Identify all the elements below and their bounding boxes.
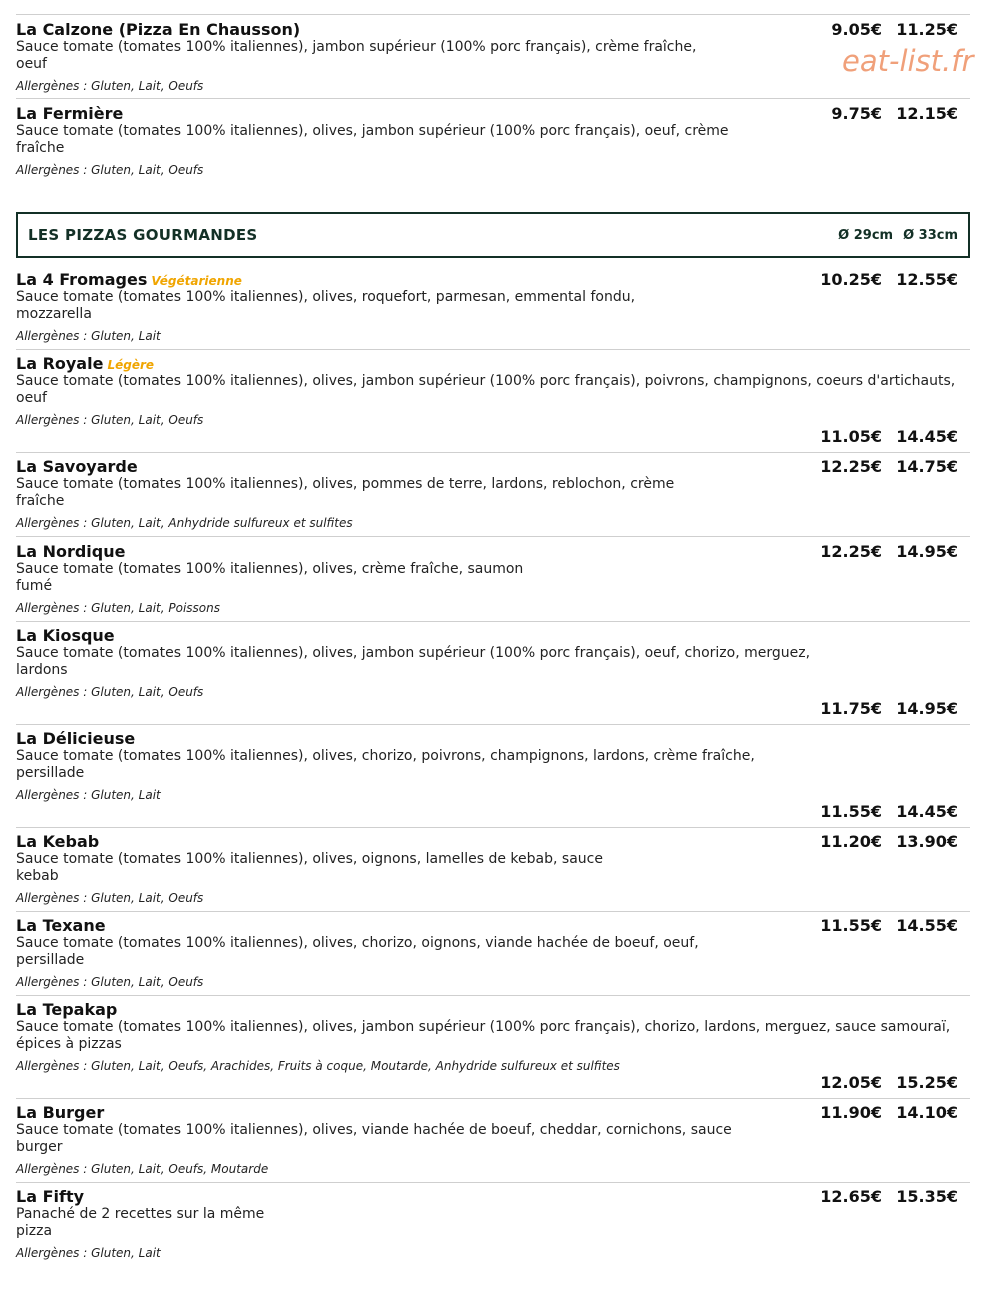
item-prices <box>820 457 958 477</box>
watermark: eat-list.fr <box>842 44 974 78</box>
item-description: Sauce tomate (tomates 100% italiennes), olives, chorizo, poivrons, champignons, lardons, crème fraîche, persillade <box>16 748 755 781</box>
price-33cm: 12.15€ <box>896 104 958 123</box>
item-description: Sauce tomate (tomates 100% italiennes), olives, oignons, lamelles de kebab, sauce kebab <box>16 851 603 884</box>
price-33cm: 14.45€ <box>896 427 958 446</box>
price-33cm: 14.10€ <box>896 1103 958 1122</box>
item-allergens: Allergènes : Gluten, Lait, Oeufs, Arachides, Fruits à coque, Moutarde, Anhydride sulfureux et sulfites <box>16 1059 620 1073</box>
menu-item <box>16 832 970 912</box>
item-prices <box>820 832 958 852</box>
price-29cm: 12.25€ <box>820 457 882 476</box>
price-29cm: 12.25€ <box>820 542 882 561</box>
item-prices <box>820 916 958 936</box>
section-header <box>16 212 970 258</box>
menu-item <box>16 457 970 537</box>
price-33cm: 15.35€ <box>896 1187 958 1206</box>
item-name: La Savoyarde <box>16 457 138 476</box>
menu-item <box>16 729 970 828</box>
divider <box>16 349 970 350</box>
divider <box>16 1098 970 1099</box>
item-prices <box>820 427 958 447</box>
price-33cm: 13.90€ <box>896 832 958 851</box>
price-29cm: 11.05€ <box>820 427 882 446</box>
divider <box>16 14 970 15</box>
divider <box>16 827 970 828</box>
item-prices <box>820 104 958 124</box>
item-description: Sauce tomate (tomates 100% italiennes), olives, crème fraîche, saumon fumé <box>16 561 524 594</box>
price-33cm: 14.95€ <box>896 699 958 718</box>
item-description: Sauce tomate (tomates 100% italiennes), olives, jambon supérieur (100% porc français), oeuf, chorizo, merguez, lardons <box>16 645 811 678</box>
item-prices <box>820 802 958 822</box>
item-name: La 4 Fromages <box>16 270 148 289</box>
price-33cm: 14.55€ <box>896 916 958 935</box>
item-allergens: Allergènes : Gluten, Lait <box>16 788 161 802</box>
divider <box>16 536 970 537</box>
item-description: Sauce tomate (tomates 100% italiennes), jambon supérieur (100% porc français), crème fraîche, oeuf <box>16 39 697 72</box>
item-tag-light: Légère <box>107 358 155 372</box>
price-29cm: 11.20€ <box>820 832 882 851</box>
item-name: La Kebab <box>16 832 100 851</box>
price-33cm: 15.25€ <box>896 1073 958 1092</box>
item-description: Sauce tomate (tomates 100% italiennes), olives, jambon supérieur (100% porc français), poivrons, champignons, coeurs d'artichauts, oeuf <box>16 373 956 406</box>
menu-item <box>16 20 970 99</box>
item-prices <box>820 542 958 562</box>
price-33cm: 14.95€ <box>896 542 958 561</box>
item-description: Panaché de 2 recettes sur la même pizza <box>16 1206 265 1239</box>
menu-item <box>16 626 970 725</box>
menu-item <box>16 354 970 453</box>
item-name: La Kiosque <box>16 626 115 645</box>
price-29cm: 12.65€ <box>820 1187 882 1206</box>
divider <box>16 452 970 453</box>
item-prices <box>820 1073 958 1093</box>
item-name: La Tepakap <box>16 1000 118 1019</box>
item-allergens: Allergènes : Gluten, Lait, Oeufs <box>16 975 204 989</box>
price-33cm: 12.55€ <box>896 270 958 289</box>
item-allergens: Allergènes : Gluten, Lait, Oeufs <box>16 413 204 427</box>
price-29cm: 10.25€ <box>820 270 882 289</box>
menu-item <box>16 270 970 350</box>
price-29cm: 9.75€ <box>831 104 882 123</box>
item-name: La Calzone (Pizza En Chausson) <box>16 20 301 39</box>
item-prices <box>820 1103 958 1123</box>
section-title: LES PIZZAS GOURMANDES <box>28 226 258 244</box>
price-29cm: 11.90€ <box>820 1103 882 1122</box>
item-prices <box>820 270 958 290</box>
item-name: La Texane <box>16 916 106 935</box>
item-tag-vegetarian: Végétarienne <box>151 274 242 288</box>
divider <box>16 621 970 622</box>
item-name: La Royale <box>16 354 104 373</box>
price-29cm: 11.55€ <box>820 916 882 935</box>
item-name: La Burger <box>16 1103 105 1122</box>
item-allergens: Allergènes : Gluten, Lait <box>16 329 161 343</box>
item-name: La Délicieuse <box>16 729 136 748</box>
menu-item <box>16 542 970 622</box>
item-prices <box>820 20 958 40</box>
item-description: Sauce tomate (tomates 100% italiennes), olives, jambon supérieur (100% porc français), oeuf, crème fraîche <box>16 123 729 156</box>
menu-item <box>16 1000 970 1099</box>
menu-item <box>16 1103 970 1183</box>
item-allergens: Allergènes : Gluten, Lait, Anhydride sulfureux et sulfites <box>16 516 353 530</box>
divider <box>16 1182 970 1183</box>
divider <box>16 98 970 99</box>
price-33cm: 14.45€ <box>896 802 958 821</box>
price-33cm: 14.75€ <box>896 457 958 476</box>
item-name: La Nordique <box>16 542 126 561</box>
price-29cm: 11.75€ <box>820 699 882 718</box>
price-29cm: 9.05€ <box>831 20 882 39</box>
item-allergens: Allergènes : Gluten, Lait, Poissons <box>16 601 220 615</box>
menu-item <box>16 1187 970 1267</box>
item-description: Sauce tomate (tomates 100% italiennes), olives, roquefort, parmesan, emmental fondu, mozzarella <box>16 289 636 322</box>
item-description: Sauce tomate (tomates 100% italiennes), olives, chorizo, oignons, viande hachée de boeuf, oeuf, persillade <box>16 935 699 968</box>
item-allergens: Allergènes : Gluten, Lait, Oeufs <box>16 163 204 177</box>
item-description: Sauce tomate (tomates 100% italiennes), olives, pommes de terre, lardons, reblochon, crème fraîche <box>16 476 675 509</box>
item-description: Sauce tomate (tomates 100% italiennes), olives, viande hachée de boeuf, cheddar, cornichons, sauce burger <box>16 1122 732 1155</box>
item-name: La Fifty <box>16 1187 85 1206</box>
divider <box>16 995 970 996</box>
menu-item <box>16 916 970 996</box>
item-description: Sauce tomate (tomates 100% italiennes), olives, jambon supérieur (100% porc français), chorizo, lardons, merguez, sauce samouraï, épices à pizzas <box>16 1019 951 1052</box>
menu-item <box>16 104 970 184</box>
divider <box>16 724 970 725</box>
item-prices <box>820 1187 958 1207</box>
item-prices <box>820 699 958 719</box>
item-allergens: Allergènes : Gluten, Lait, Oeufs <box>16 79 204 93</box>
divider <box>16 911 970 912</box>
price-29cm: 11.55€ <box>820 802 882 821</box>
item-allergens: Allergènes : Gluten, Lait, Oeufs <box>16 685 204 699</box>
size-33cm: Ø 33cm <box>903 228 958 243</box>
size-headers <box>828 228 958 243</box>
item-allergens: Allergènes : Gluten, Lait <box>16 1246 161 1260</box>
item-allergens: Allergènes : Gluten, Lait, Oeufs, Moutarde <box>16 1162 269 1176</box>
item-allergens: Allergènes : Gluten, Lait, Oeufs <box>16 891 204 905</box>
price-33cm: 11.25€ <box>896 20 958 39</box>
price-29cm: 12.05€ <box>820 1073 882 1092</box>
size-29cm: Ø 29cm <box>838 228 894 243</box>
item-name: La Fermière <box>16 104 124 123</box>
